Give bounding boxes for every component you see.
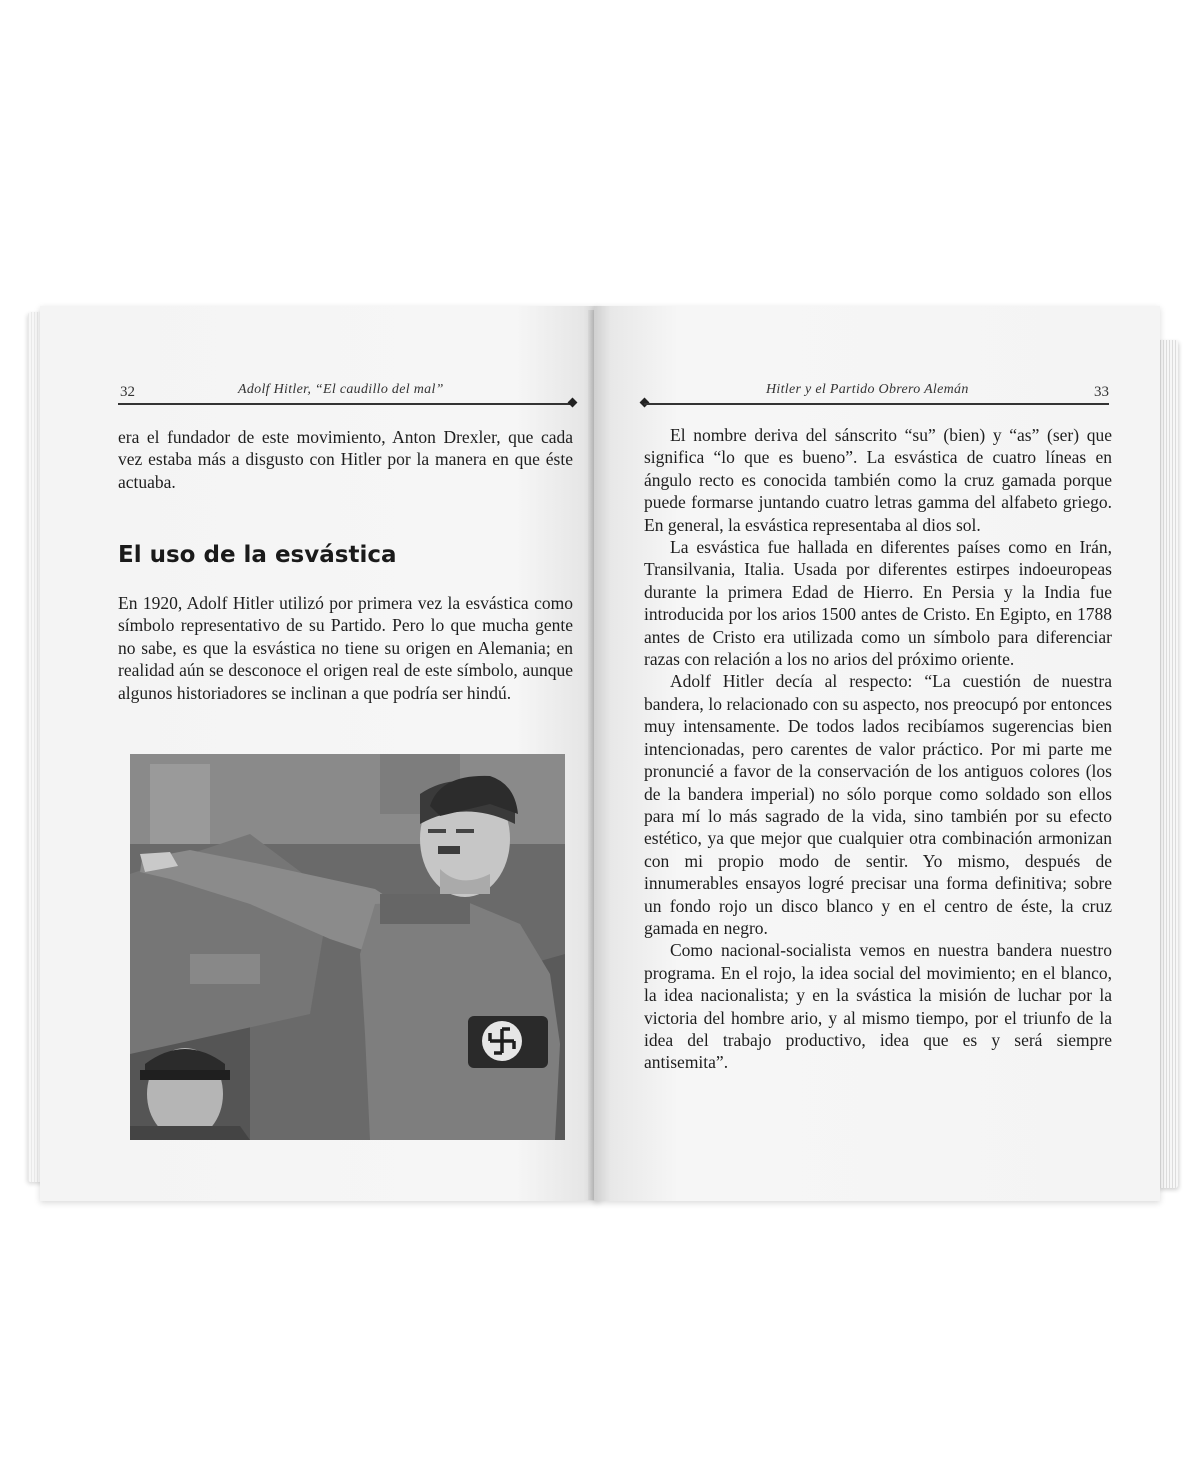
open-book — [28, 292, 1178, 1204]
left-header-diamond — [568, 398, 578, 408]
right-page-edges — [1158, 340, 1178, 1188]
section-heading: El uso de la esvástica — [118, 542, 397, 568]
right-header-rule — [644, 403, 1109, 405]
left-running-title: Adolf Hitler, “El caudillo del mal” — [238, 382, 444, 397]
right-running-head — [644, 382, 1109, 404]
photo-illustration — [130, 754, 565, 1140]
right-page-number: 33 — [1094, 384, 1109, 400]
etymology-paragraph: El nombre deriva del sánscrito “su” (bien) y “as” (ser) que significa “lo que es bueno”. La esvástica de cuatro líneas en ángulo recto es conocida también como la cruz gamada porque puede formarse juntando cuatro letras gamma del alfabeto griego. En general, la esvástica representaba al dios sol. — [644, 425, 1112, 535]
left-running-head — [118, 382, 573, 404]
left-header-rule — [118, 403, 573, 405]
left-page-number: 32 — [120, 384, 135, 400]
swastika-intro-paragraph: En 1920, Adolf Hitler utilizó por primera vez la esvástica como símbolo representativo de su Partido. Pero lo que mucha gente no sabe, es que la esvástica no tiene su origen en Alemania; en realidad aún se desconoce el origen real de este símbolo, aunque algunos historiadores se inclinan a que podría ser hindú. — [118, 593, 573, 703]
continued-paragraph: era el fundador de este movimiento, Anton Drexler, que cada vez estaba más a disgusto con Hitler por la manera en que éste actuaba. — [118, 427, 573, 492]
left-continued-text — [118, 426, 573, 493]
right-page — [594, 306, 1160, 1201]
left-page — [40, 306, 600, 1201]
history-paragraph: La esvástica fue hallada en diferentes países como en Irán, Transilvania, Italia. Usada por diferentes estirpes indoeuropeas durante la primera Edad de Hierro. En Persia y la India fue introducida por los arios 1500 antes de Cristo. En Egipto, en 1788 antes de Cristo era utilizada como un símbolo para diferenciar razas con relación a los no arios del próximo oriente. — [644, 537, 1112, 670]
right-running-title: Hitler y el Partido Obrero Alemán — [766, 382, 969, 397]
program-paragraph: Como nacional-socialista vemos en nuestra bandera nuestro programa. En el rojo, la idea social del movimiento; en el blanco, la idea nacionalista; y en la svástica la misión de luchar por la victoria del hombre ario, y al mismo tiempo, por el triunfo de la idea del trabajo productivo, idea que es y será siempre antisemita”. — [644, 940, 1112, 1073]
left-body-text — [118, 592, 573, 704]
hitler-quote-paragraph: Adolf Hitler decía al respecto: “La cuestión de nuestra bandera, lo relacionado con su aspecto, nos preocupó por entonces muy intensamente. De todos lados recibíamos sugerencias bien intencionadas, pero carentes de valor práctico. Por mi parte me pronuncié a favor de la conservación de los antiguos colores (los de la bandera imperial) no sólo porque como soldado son ellos para mí lo más sagrado de la vida, sino también por su efecto estético, ya que mejor que cualquier otra combinación armonizan con mi propio modo de sentir. Yo mismo, después de innumerables ensayos logré precisar una forma definitiva; sobre un fondo rojo un disco blanco y en el centro de éste, la cruz gamada en negro. — [644, 671, 1112, 938]
saluting-figure-photo — [130, 754, 565, 1140]
right-body-text — [644, 424, 1112, 1074]
